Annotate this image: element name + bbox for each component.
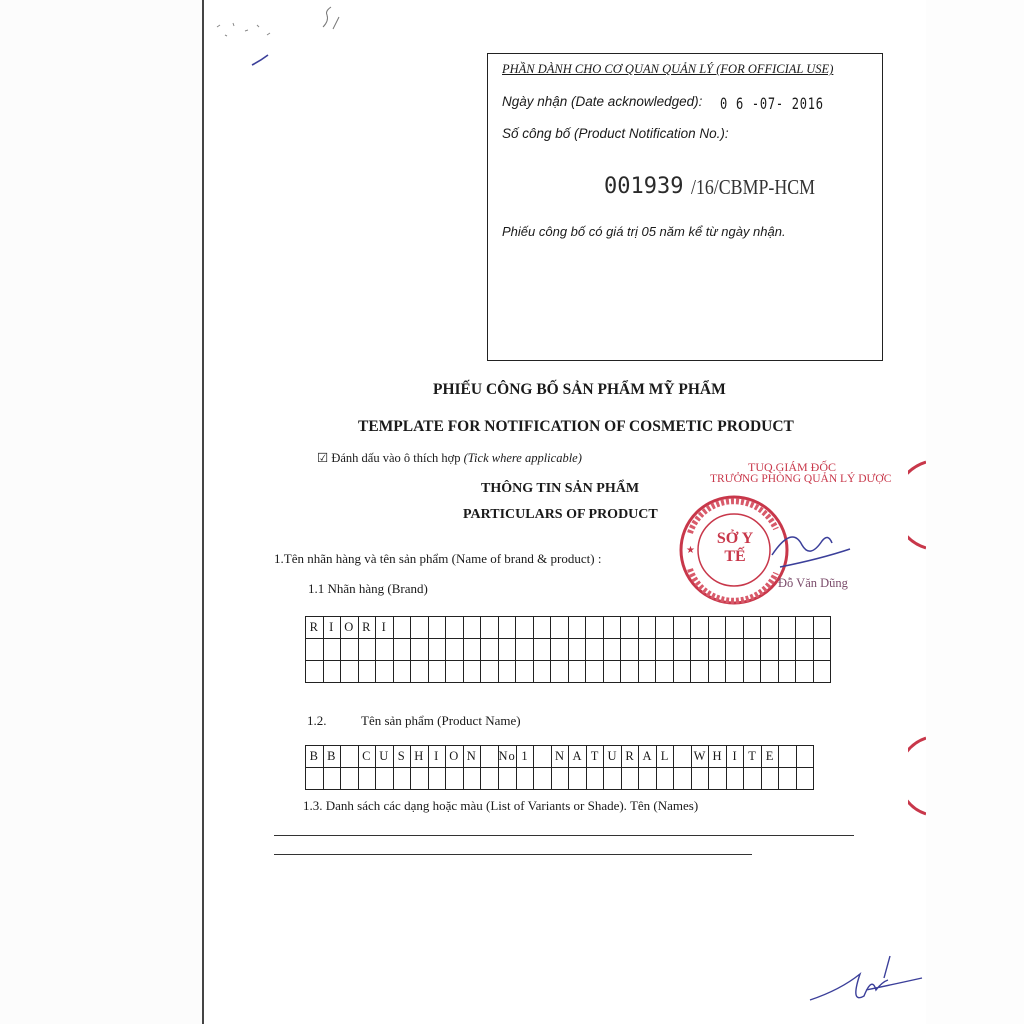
grid-cell (621, 768, 639, 790)
grid-cell: E (761, 746, 779, 768)
grid-cell (341, 746, 359, 768)
grid-cell (323, 661, 341, 683)
grid-cell (796, 661, 814, 683)
grid-cell (778, 639, 796, 661)
grid-cell (498, 768, 516, 790)
grid-cell (323, 639, 341, 661)
brand-grid (305, 616, 831, 683)
grid-cell (674, 768, 692, 790)
tick-instruction (317, 450, 582, 466)
grid-cell (393, 768, 411, 790)
grid-cell: H (411, 746, 429, 768)
grid-cell (726, 768, 744, 790)
grid-cell (376, 661, 394, 683)
grid-cell (673, 639, 691, 661)
grid-cell (463, 661, 481, 683)
grid-cell: 1 (516, 746, 534, 768)
grid-cell (534, 746, 552, 768)
grid-cell (638, 639, 656, 661)
page-signature (806, 950, 926, 1010)
grid-cell (481, 768, 499, 790)
grid-cell: B (323, 746, 341, 768)
grid-cell: N (463, 746, 481, 768)
grid-cell (393, 617, 411, 639)
grid-cell (428, 661, 446, 683)
grid-cell: No (498, 746, 516, 768)
grid-cell (306, 661, 324, 683)
grid-cell (603, 617, 621, 639)
grid-cell (306, 639, 324, 661)
grid-cell: T (744, 746, 762, 768)
grid-cell (656, 768, 674, 790)
grid-cell (568, 639, 586, 661)
grid-cell (516, 661, 534, 683)
grid-cell (586, 639, 604, 661)
grid-cell: B (306, 746, 324, 768)
grid-cell (534, 768, 552, 790)
grid-cell (586, 617, 604, 639)
grid-cell (481, 746, 499, 768)
section-title-vi: THÔNG TIN SẢN PHẨM (481, 481, 640, 496)
handwritten-marks (205, 5, 365, 75)
grid-cell (691, 639, 709, 661)
grid-cell (743, 617, 761, 639)
grid-cell (586, 661, 604, 683)
grid-cell (463, 617, 481, 639)
grid-cell (376, 768, 394, 790)
grid-cell (446, 639, 464, 661)
left-margin (0, 0, 203, 1024)
grid-cell (498, 661, 516, 683)
grid-cell: C (358, 746, 376, 768)
grid-cell (376, 639, 394, 661)
grid-cell (796, 639, 814, 661)
grid-cell (708, 661, 726, 683)
grid-cell (761, 617, 779, 639)
grid-cell: N (551, 746, 569, 768)
grid-cell (411, 661, 429, 683)
grid-cell (638, 661, 656, 683)
grid-cell (761, 639, 779, 661)
grid-cell (621, 661, 639, 683)
title-vietnamese: PHIẾU CÔNG BỐ SẢN PHẨM MỸ PHẨM (433, 381, 726, 398)
grid-cell: R (306, 617, 324, 639)
grid-cell (393, 639, 411, 661)
grid-cell (358, 661, 376, 683)
item-1-1-brand: 1.1 Nhãn hàng (Brand) (308, 581, 428, 596)
grid-cell (568, 617, 586, 639)
grid-cell: I (726, 746, 744, 768)
checkbox-icon: ☑ (317, 451, 329, 465)
item-1-2-number: 1.2. (307, 713, 327, 728)
grid-cell (691, 661, 709, 683)
grid-cell (813, 661, 831, 683)
grid-cell: U (376, 746, 394, 768)
grid-cell (656, 617, 674, 639)
grid-cell (761, 768, 779, 790)
grid-cell (639, 768, 657, 790)
official-use-box (487, 53, 883, 361)
grid-cell (551, 617, 569, 639)
grid-cell (516, 768, 534, 790)
grid-cell (551, 639, 569, 661)
grid-cell (743, 661, 761, 683)
grid-cell (656, 661, 674, 683)
grid-cell: I (428, 746, 446, 768)
grid-cell (621, 617, 639, 639)
grid-cell (691, 617, 709, 639)
seal-center-text: SỞ Y TẾ (716, 530, 754, 565)
grid-cell (726, 617, 744, 639)
grid-cell (674, 746, 692, 768)
date-acknowledged-value: 0 6 -07- 2016 (720, 94, 824, 113)
blank-line-2 (274, 854, 752, 855)
grid-cell (726, 661, 744, 683)
grid-cell (533, 639, 551, 661)
grid-cell (586, 768, 604, 790)
validity-note: Phiếu công bố có giá trị 05 năm kể từ ngày nhận. (502, 224, 786, 239)
grid-cell (481, 639, 499, 661)
director-signature (770, 515, 860, 575)
grid-cell (516, 639, 534, 661)
grid-cell (481, 617, 499, 639)
grid-cell (708, 617, 726, 639)
stamp-title-line1: TUQ.GIÁM ĐỐC (748, 460, 836, 474)
grid-cell (446, 617, 464, 639)
grid-cell (656, 639, 674, 661)
grid-cell (463, 639, 481, 661)
grid-cell (481, 661, 499, 683)
stamp-title-line2: TRƯỞNG PHÒNG QUẢN LÝ DƯỢC (710, 473, 892, 485)
grid-cell (726, 639, 744, 661)
section-title-en: PARTICULARS OF PRODUCT (463, 507, 658, 522)
grid-cell: O (446, 746, 464, 768)
title-english: TEMPLATE FOR NOTIFICATION OF COSMETIC PRODUCT (358, 418, 794, 435)
grid-cell (306, 768, 324, 790)
item-1-2-product-name: Tên sản phẩm (Product Name) (361, 713, 521, 728)
grid-cell (358, 639, 376, 661)
grid-cell (761, 661, 779, 683)
grid-cell (411, 639, 429, 661)
partial-seal-top (908, 460, 926, 550)
grid-cell: U (604, 746, 622, 768)
partial-seal-bottom (908, 736, 926, 816)
grid-cell (428, 768, 446, 790)
notification-number-suffix: /16/CBMP-HCM (691, 175, 815, 199)
grid-cell (498, 639, 516, 661)
grid-cell (463, 768, 481, 790)
grid-cell (796, 617, 814, 639)
grid-cell (569, 768, 587, 790)
grid-cell: H (709, 746, 727, 768)
grid-cell (779, 746, 797, 768)
binding-edge (202, 0, 204, 1024)
grid-cell: I (323, 617, 341, 639)
grid-cell (341, 768, 359, 790)
grid-cell (341, 661, 359, 683)
notification-number: 001939 (604, 174, 684, 199)
signer-name: Đỗ Văn Dũng (778, 576, 848, 590)
grid-cell (428, 617, 446, 639)
grid-cell (393, 661, 411, 683)
grid-cell: R (621, 746, 639, 768)
product-name-grid (305, 745, 814, 790)
grid-cell (709, 768, 727, 790)
tick-instruction-vi: Đánh dấu vào ô thích hợp (331, 451, 461, 465)
grid-cell (533, 661, 551, 683)
grid-cell (778, 617, 796, 639)
grid-cell (778, 661, 796, 683)
svg-text:★: ★ (686, 545, 695, 556)
grid-cell (323, 768, 341, 790)
grid-cell (428, 639, 446, 661)
grid-cell (358, 768, 376, 790)
grid-cell: T (586, 746, 604, 768)
grid-cell (411, 617, 429, 639)
notification-number-label: Số công bố (Product Notification No.): (502, 126, 729, 141)
right-margin (926, 0, 1024, 1024)
grid-cell: L (656, 746, 674, 768)
grid-cell (516, 617, 534, 639)
grid-cell (551, 768, 569, 790)
grid-cell (691, 768, 709, 790)
grid-cell (533, 617, 551, 639)
grid-cell: O (341, 617, 359, 639)
grid-cell (796, 768, 814, 790)
grid-cell (604, 768, 622, 790)
grid-cell (796, 746, 814, 768)
grid-cell (603, 639, 621, 661)
grid-cell: A (639, 746, 657, 768)
grid-cell: I (376, 617, 394, 639)
blank-line-1 (274, 835, 854, 836)
grid-cell: W (691, 746, 709, 768)
date-acknowledged-label: Ngày nhận (Date acknowledged): (502, 94, 703, 109)
grid-cell (813, 617, 831, 639)
grid-cell (341, 639, 359, 661)
item-1-brand-product: 1.Tên nhãn hàng và tên sản phẩm (Name of brand & product) : (274, 551, 602, 566)
grid-cell (779, 768, 797, 790)
grid-cell (673, 661, 691, 683)
grid-cell (744, 768, 762, 790)
grid-cell (638, 617, 656, 639)
grid-cell (743, 639, 761, 661)
grid-cell (673, 617, 691, 639)
grid-cell (603, 661, 621, 683)
tick-instruction-en: (Tick where applicable) (463, 451, 582, 465)
grid-cell (621, 639, 639, 661)
grid-cell (498, 617, 516, 639)
grid-cell: S (393, 746, 411, 768)
grid-cell (568, 661, 586, 683)
grid-cell: R (358, 617, 376, 639)
item-1-3-variants: 1.3. Danh sách các dạng hoặc màu (List of Variants or Shade). Tên (Names) (303, 798, 699, 813)
grid-cell (446, 768, 464, 790)
grid-cell (813, 639, 831, 661)
official-use-header: PHẦN DÀNH CHO CƠ QUAN QUẢN LÝ (FOR OFFICIAL USE) (502, 62, 834, 76)
grid-cell: A (569, 746, 587, 768)
grid-cell (446, 661, 464, 683)
grid-cell (708, 639, 726, 661)
grid-cell (551, 661, 569, 683)
grid-cell (411, 768, 429, 790)
